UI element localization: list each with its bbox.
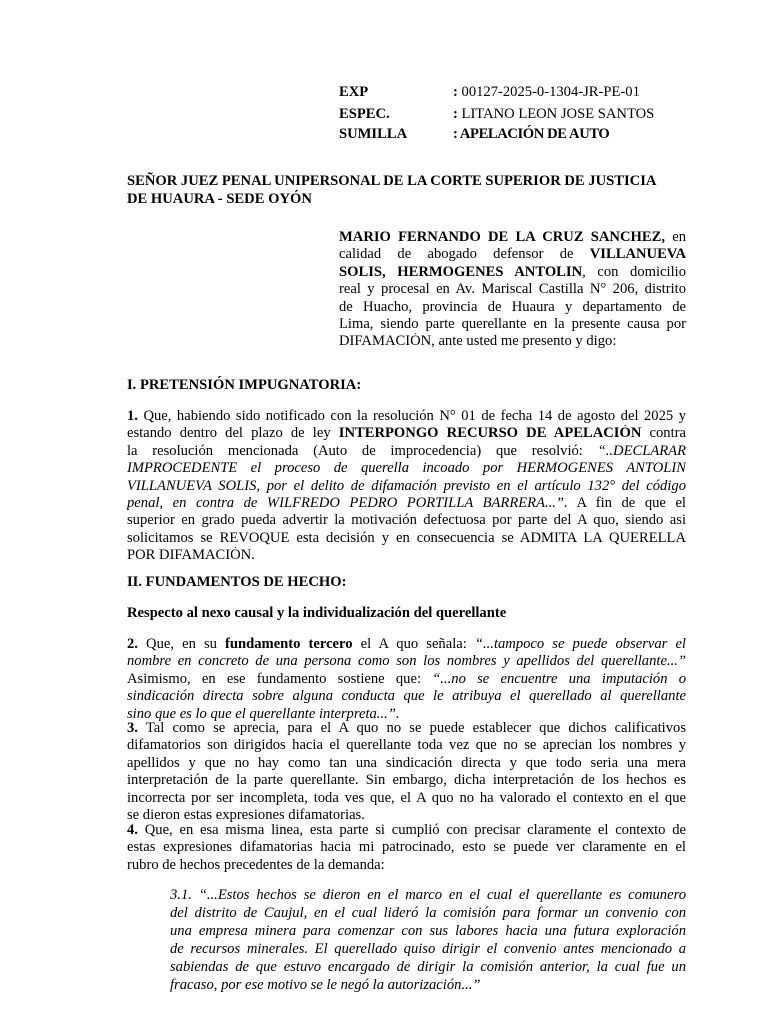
sumilla-value [453, 124, 609, 144]
p1-line-8: solicitamos se REVOQUE esta decisión y en consecuencia se ADMITA LA QUERELLA [127, 529, 686, 546]
intro-line-7: DIFAMACIÓN, ante usted me presento y digo: [339, 333, 617, 350]
p2-text: Asimismo, en ese fundamento sostiene que: [127, 670, 422, 687]
paragraph-4 [127, 822, 686, 874]
paragraph-number: 4. [127, 822, 138, 838]
p3-line-3: apellidos y que no hay como tan una sindicación directa y que todo seria una mera [127, 754, 686, 771]
paragraph-number: 1. [127, 408, 138, 424]
p2-text: Que, en su [146, 636, 217, 652]
colon: : [453, 106, 458, 122]
p3-line-4: interpretación de la parte querellante. Sin embargo, dicha interpretación de los hechos es [127, 772, 686, 789]
paragraph-3 [127, 720, 686, 824]
paragraph-number: 3. [127, 720, 138, 736]
intro-line-4: real y procesal en Av. Mariscal Castilla N° 206, distrito [339, 281, 686, 298]
p3-line-1 [127, 720, 686, 737]
p2-line-2: nombre en concreto de una persona como son los nombres y apellidos del querellante...” [127, 653, 686, 670]
intro-line-2 [339, 246, 686, 263]
intro-paragraph [339, 229, 686, 351]
p4-line-3: rubro de hechos precedentes de la demanda: [127, 856, 385, 873]
p3-line-6: se dieron estas expresiones difamatorias. [127, 806, 365, 823]
paragraph-1 [127, 408, 686, 565]
p1-line-5: VILLANUEVA SOLIS, por el delito de difamación previsto en el artículo 132° del código [127, 477, 686, 494]
paragraph-2 [127, 636, 686, 723]
p1-quote: “..DECLARAR [597, 442, 686, 459]
header-espec-row [339, 104, 699, 124]
subheading: Respecto al nexo causal y la individualización del querellante [127, 605, 507, 621]
quote-line-6: fracaso, por ese motivo se le negó la autorización...” [170, 977, 481, 993]
header-exp-row [339, 82, 699, 102]
client-name: SOLIS, HERMOGENES ANTOLIN [339, 263, 583, 280]
addressee-line-2: DE HUAURA - SEDE OYÓN [127, 191, 312, 207]
intro-line-5: de Huacho, provincia de Huaura y departamento de [339, 298, 686, 315]
p1-emphasis: INTERPONGO RECURSO DE APELACIÓN [338, 425, 642, 442]
exp-value [453, 82, 640, 102]
espec-name: LITANO LEON JOSE SANTOS [461, 106, 655, 122]
p1-text: contra [649, 425, 686, 442]
p2-quote: “...tampoco se puede observar el [474, 636, 686, 652]
p1-text: Que, habiendo sido notificado con la resolución N° 01 de fecha 14 de agosto del 2025 y [143, 408, 686, 424]
sumilla-text: APELACIÓN DE AUTO [459, 126, 610, 142]
p2-text: el A quo señala: [360, 636, 467, 652]
p4-text: Que, en esa misma linea, esta parte si cumplió con precisar claramente el contexto de [144, 822, 686, 838]
p1-line-6 [127, 495, 686, 512]
p3-line-2: difamatorios son dirigidos hacia el querellante toda vez que no se aprecian los nombres y [127, 737, 686, 754]
intro-line-6: Lima, siendo parte querellante en la presente causa por [339, 315, 686, 332]
intro-text: calidad de abogado defensor de [339, 246, 574, 263]
lawyer-name: MARIO FERNANDO DE LA CRUZ SANCHEZ, [339, 229, 665, 245]
paragraph-number: 2. [127, 636, 138, 652]
espec-label: ESPEC. [339, 106, 390, 122]
quote-line-3: una empresa minera para comenzar con sus labores hacia una futura exploración [170, 923, 686, 939]
sumilla-label: SUMILLA [339, 126, 408, 142]
colon: : [453, 84, 458, 100]
client-name: VILLANUEVA [589, 246, 686, 263]
p1-line-2 [127, 425, 686, 442]
exp-number: 00127-2025-0-1304-JR-PE-01 [461, 84, 640, 100]
p1-line-4: IMPROCEDENTE el proceso de querella incoado por HERMOGENES ANTOLIN [127, 460, 686, 477]
addressee-line-1: SEÑOR JUEZ PENAL UNIPERSONAL DE LA CORTE SUPERIOR DE JUSTICIA [127, 173, 657, 189]
p1-line-7: superior en grado pueda advertir la motivación defectuosa por parte del A quo, siendo asi [127, 512, 686, 529]
p1-text: A fin de que el [576, 494, 686, 511]
p2-line-1 [127, 636, 686, 653]
intro-line-1 [339, 229, 686, 246]
p1-line-1 [127, 408, 686, 425]
p2-line-3 [127, 671, 686, 688]
quote-line-5: sabiendas de que estuvo encargado de dirigir la comisión anterior, la cual fue un [170, 959, 686, 975]
p2-quote: “...no se encuentre una imputación o [432, 670, 686, 687]
exp-label: EXP [339, 84, 369, 100]
section-2-title: II. FUNDAMENTOS DE HECHO: [127, 574, 347, 590]
colon: : [453, 126, 458, 142]
p1-line-9: POR DIFAMACIÓN. [127, 547, 255, 564]
quote-line-1: 3.1. “...Estos hechos se dieron en el marco en el cual el querellante es comunero [170, 887, 686, 903]
p1-text: estando dentro del plazo de ley [127, 425, 331, 442]
p3-line-5: incorrecta por ser incompleta, toda ves que, el A quo no ha valorado el contexto en el que [127, 789, 686, 806]
p2-line-4: sindicación directa sobre alguna conducta que le atribuya el querellado al querellante [127, 688, 686, 705]
quoted-facts [170, 886, 686, 994]
p4-line-1 [127, 822, 686, 839]
quote-line-2: del distrito de Caujul, en el cual lideró la comisión para formar un convenio con [170, 905, 686, 921]
intro-text: en [672, 229, 686, 245]
espec-value [453, 104, 654, 124]
p4-line-2: estas expresiones difamatorias hacia mi patrocinado, esto se puede ver claramente en el [127, 839, 686, 856]
intro-text: , con domicilio [582, 263, 686, 280]
section-1-title: I. PRETENSIÓN IMPUGNATORIA: [127, 377, 362, 393]
p1-text: la resolución mencionada (Auto de improcedencia) que resolvió: [127, 442, 583, 459]
addressee [127, 172, 697, 208]
p1-quote: penal, en contra de WILFREDO PEDRO PORTILLA BARRERA...”. [127, 494, 568, 511]
quote-line-4: de recursos minerales. El querellado quiso dirigir el convenio antes mencionado a [170, 941, 686, 957]
p2-line-5: sino que es lo que el querellante interpreta...”. [127, 705, 400, 722]
p3-text: Tal como se aprecia, para el A quo no se puede establecer que dichos calificativos [145, 720, 686, 736]
intro-line-3 [339, 264, 686, 281]
p1-line-3 [127, 443, 686, 460]
p2-emphasis: fundamento tercero [225, 636, 353, 652]
header-sumilla-row [339, 124, 699, 144]
